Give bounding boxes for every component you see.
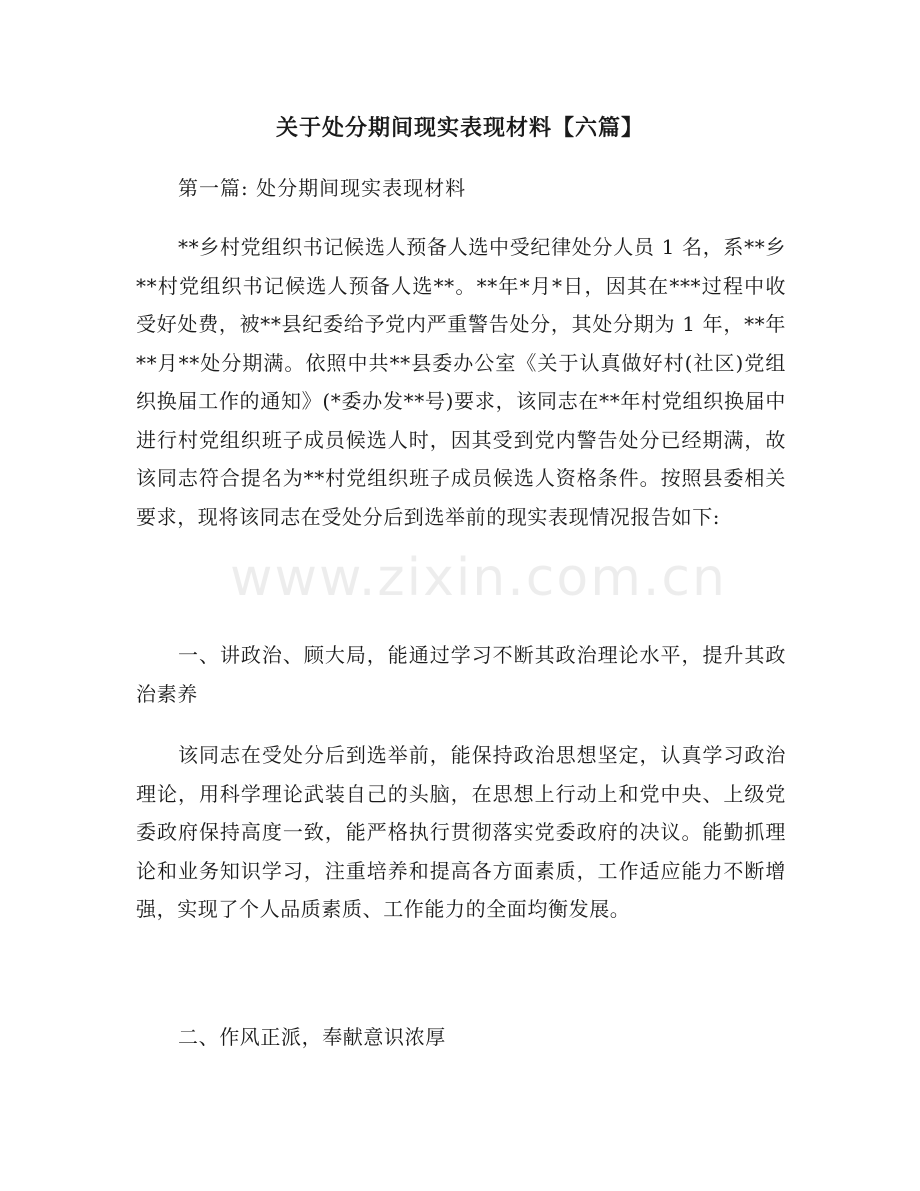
section-heading: 第一篇: 处分期间现实表现材料 [178, 176, 467, 200]
paragraph-intro: **乡村党组织书记候选人预备人选中受纪律处分人员 1 名，系**乡**村党组织书记候选人预备人选**。**年*月*日，因其在***过程中收受好处费，被**县纪委给予党内严重警告处分，其处分期为 1 年，**年**月**处分期满。依照中共**县委办公室《关于认真做好村(社区)党组织换届工作的通知》(*委办发**号)要求，该同志在**年村党组织换届中进行村党组织班子成员候选人时，因其受到党内警告处分已经期满，故该同志符合提名为**村党组织班子成员候选人资格条件。按照县委相关要求，现将该同志在受处分后到选举前的现实表现情况报告如下: [136, 235, 786, 529]
paragraph-point-one-heading: 一、讲政治、顾大局，能通过学习不断其政治理论水平，提升其政治素养 [136, 643, 786, 706]
paragraph-point-one-body: 该同志在受处分后到选举前，能保持政治思想坚定，认真学习政治理论，用科学理论武装自己的头脑，在思想上行动上和党中央、上级党委政府保持高度一致，能严格执行贯彻落实党委政府的决议。能勤抓理论和业务知识学习，注重培养和提高各方面素质，工作适应能力不断增强，实现了个人品质素质、工作能力的全面均衡发展。 [136, 743, 786, 921]
document-title: 关于处分期间现实表现材料【六篇】 [275, 115, 644, 141]
watermark: www.zixin.com.cn [230, 548, 727, 608]
paragraph-point-two-heading: 二、作风正派，奉献意识浓厚 [178, 1025, 446, 1049]
